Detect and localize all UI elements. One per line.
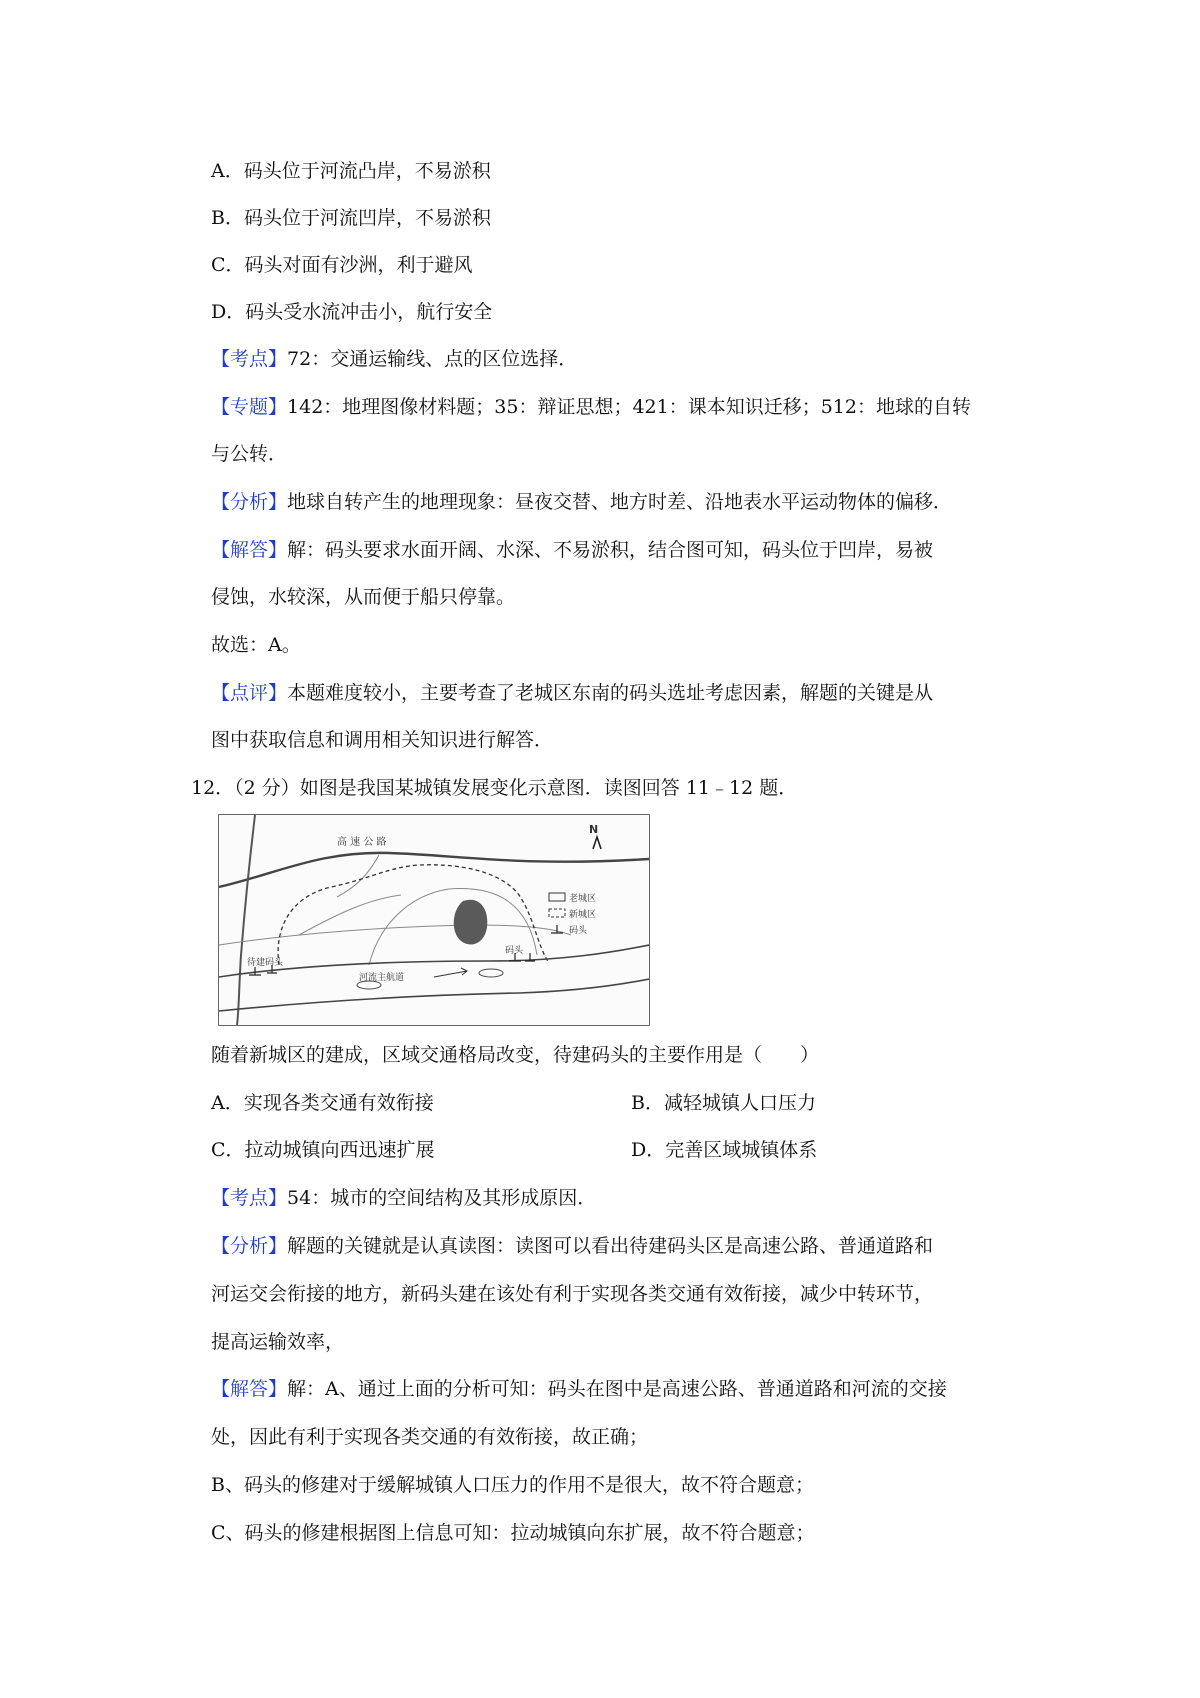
legend-new-city-swatch <box>549 909 565 917</box>
q11-dianping <box>211 680 933 706</box>
q11-zhuanti <box>211 394 971 420</box>
q12-fenxi <box>211 1233 933 1259</box>
q11-fenxi <box>211 489 952 515</box>
dock-label: 码头 <box>505 946 524 956</box>
q12-fenxi-text-3: 提高运输效率， <box>211 1331 345 1353</box>
q11-jieda-text-2: 侵蚀，水较深，从而便于船只停靠。 <box>211 586 516 608</box>
q11-option-c: C．码头对面有沙洲，利于避风 <box>211 254 473 276</box>
q12-fenxi-text-2: 河运交会衔接的地方，新码头建在该处有利于实现各类交通有效衔接，减少中转环节， <box>211 1283 934 1305</box>
legend-old-city-swatch <box>549 893 565 901</box>
q12-option-b: B．减轻城镇人口压力 <box>631 1092 816 1114</box>
sandbar-east <box>479 969 503 977</box>
q11-option-a: A．码头位于河流凸岸，不易淤积 <box>211 160 491 182</box>
q12-kaodian-tag: 【考点】 <box>211 1187 288 1209</box>
q12-jieda-text-3: B、码头的修建对于缓解城镇人口压力的作用不是很大，故不符合题意； <box>211 1474 814 1496</box>
q12-jieda <box>211 1376 947 1402</box>
north-label: N <box>589 823 599 836</box>
west-road <box>237 815 255 1025</box>
channel-label: 河流主航道 <box>359 973 405 983</box>
q12-option-d: D．完善区域城镇体系 <box>631 1139 818 1161</box>
legend-dock-label: 码头 <box>569 926 588 936</box>
old-city-area <box>454 900 488 945</box>
q12-fenxi-text-1: 解题的关键就是认真读图：读图可以看出待建码头区是高速公路、普通道路和 <box>287 1235 934 1257</box>
q11-jieda-tag: 【解答】 <box>211 539 288 561</box>
highway-line <box>219 853 649 887</box>
town-map-svg <box>219 815 649 1025</box>
legend-old-city-label: 老城区 <box>569 894 597 904</box>
q12-header: 12．（2 分）如图是我国某城镇发展变化示意图．读图回答 11﹣12 题． <box>191 777 798 799</box>
q11-dianping-text-1: 本题难度较小，主要考查了老城区东南的码头选址考虑因素，解题的关键是从 <box>287 682 934 704</box>
river-bank-north <box>219 945 649 977</box>
q11-kaodian-tag: 【考点】 <box>211 348 288 370</box>
q12-kaodian <box>211 1185 596 1211</box>
q12-jieda-text-2: 处，因此有利于实现各类交通的有效衔接，故正确； <box>211 1426 649 1448</box>
q11-dianping-tag: 【点评】 <box>211 682 288 704</box>
q12-jieda-text-1: 解：A、通过上面的分析可知：码头在图中是高速公路、普通道路和河流的交接 <box>287 1378 947 1400</box>
q11-kaodian <box>211 346 577 372</box>
q11-fenxi-tag: 【分析】 <box>211 491 288 513</box>
q12-option-c: C．拉动城镇向西迅速扩展 <box>211 1139 435 1161</box>
river-bank-south <box>219 979 649 1011</box>
q11-zhuanti-tag: 【专题】 <box>211 396 288 418</box>
highway-label: 高 速 公 路 <box>337 837 387 848</box>
q12-jieda-text-4: C、码头的修建根据图上信息可知：拉动城镇向东扩展，故不符合题意； <box>211 1522 815 1544</box>
q12-kaodian-text: 54：城市的空间结构及其形成原因． <box>287 1187 597 1209</box>
q11-dianping-text-2: 图中获取信息和调用相关知识进行解答． <box>211 729 554 751</box>
town-development-map <box>218 814 650 1026</box>
q11-jieda-text-3: 故选：A。 <box>211 634 301 656</box>
q12-fenxi-tag: 【分析】 <box>211 1235 288 1257</box>
q11-jieda-text-1: 解：码头要求水面开阔、水深、不易淤积，结合图可知，码头位于凹岸，易被 <box>287 539 934 561</box>
q11-jieda <box>211 537 933 563</box>
q11-zhuanti-text-1: 142：地理图像材料题；35：辩证思想；421：课本知识迁移；512：地球的自转 <box>287 396 971 418</box>
channel-arrow-icon <box>434 968 467 977</box>
q11-zhuanti-text-2: 与公转． <box>211 443 288 465</box>
q12-jieda-tag: 【解答】 <box>211 1378 288 1400</box>
q11-option-b: B．码头位于河流凹岸，不易淤积 <box>211 207 491 229</box>
north-arrow-icon <box>593 837 601 849</box>
q11-option-d: D．码头受水流冲击小，航行安全 <box>211 301 493 323</box>
legend-new-city-label: 新城区 <box>569 910 597 920</box>
q11-kaodian-text: 72：交通运输线、点的区位选择． <box>287 348 578 370</box>
road-1 <box>219 925 571 945</box>
q12-question: 随着新城区的建成，区域交通格局改变，待建码头的主要作用是（ ） <box>211 1044 820 1066</box>
q12-option-a: A．实现各类交通有效衔接 <box>211 1092 434 1114</box>
planned-dock-label: 待建码头 <box>247 958 284 968</box>
q11-fenxi-text: 地球自转产生的地理现象：昼夜交替、地方时差、沿地表水平运动物体的偏移． <box>287 491 953 513</box>
